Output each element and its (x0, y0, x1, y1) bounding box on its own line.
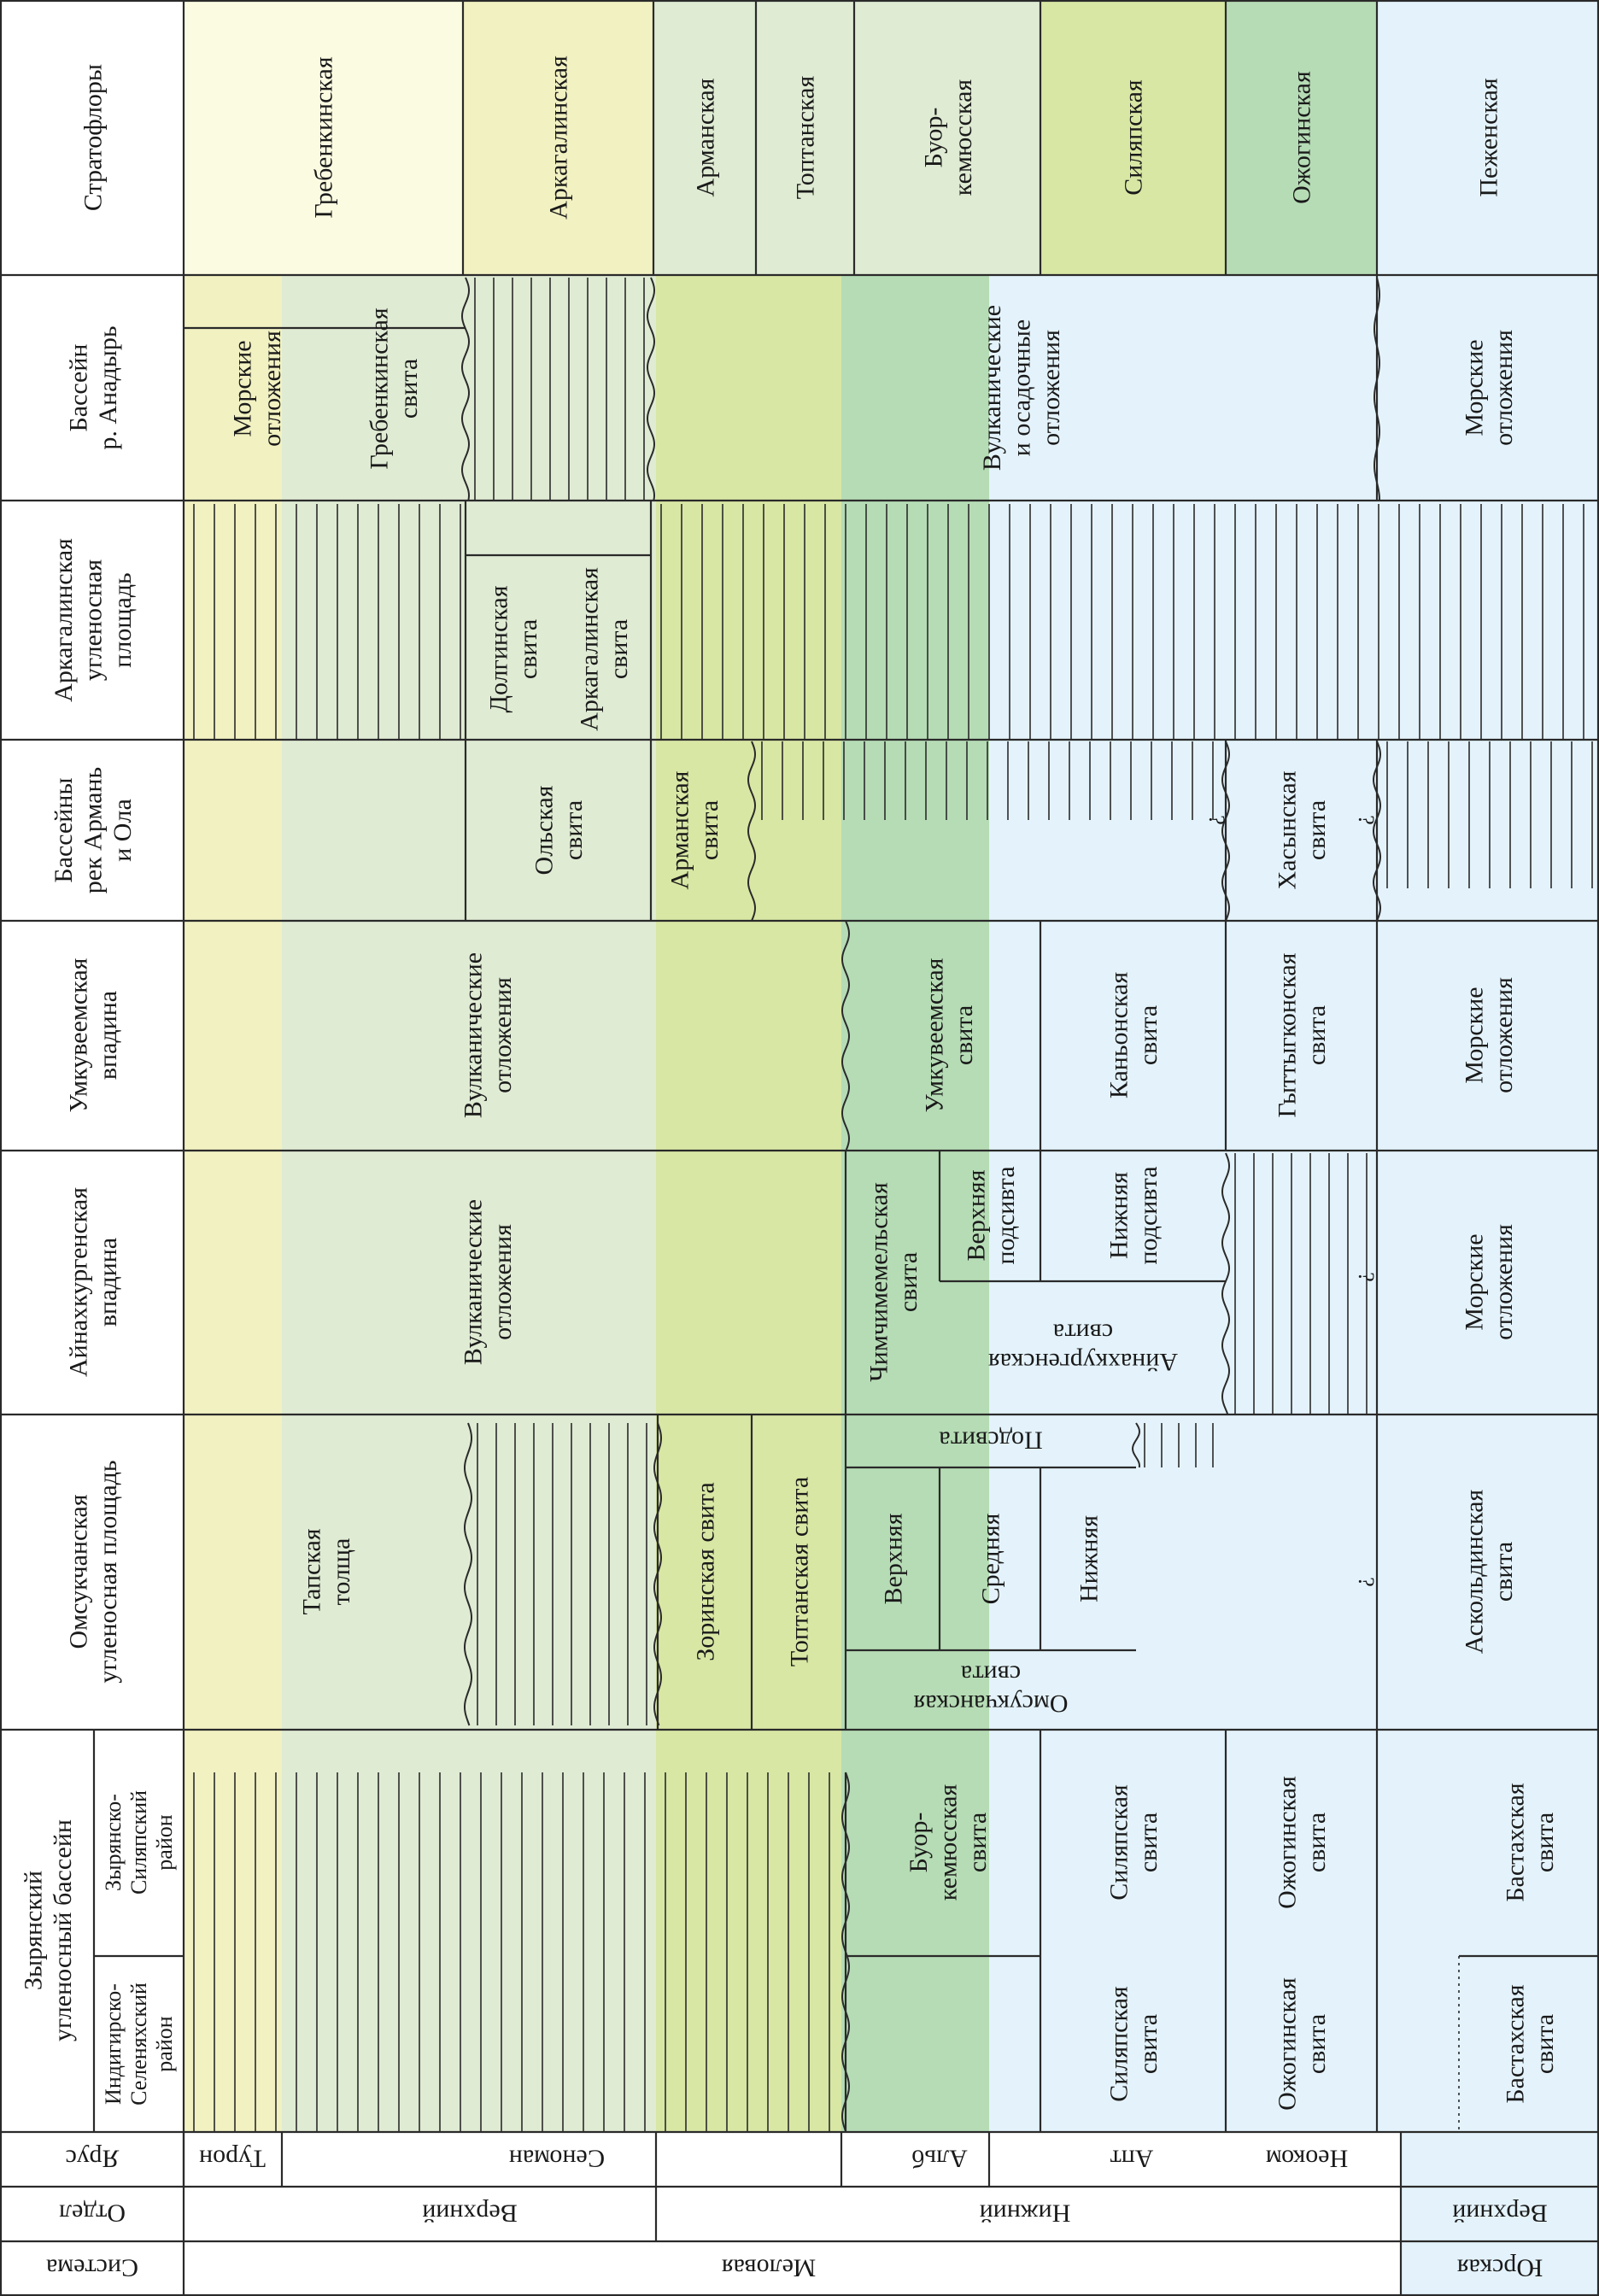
arm-ol-line: свита (559, 800, 588, 861)
strato-ozhogin-line: Ожогинская (1287, 71, 1316, 204)
otdel-title (59, 2199, 126, 2228)
strato-toptan (792, 76, 820, 200)
oms-zorin (692, 1482, 720, 1661)
system-title (46, 2254, 138, 2282)
arm-q2 (1354, 815, 1379, 825)
strato-ark-line: Аркагалинская (544, 56, 573, 220)
arm-khas-line: свита (1302, 800, 1331, 861)
oms-askold-line: свита (1489, 1541, 1518, 1602)
oms-zorin-line: Зоринская свита (691, 1482, 720, 1661)
ana-mor2-line: Морские (1460, 339, 1489, 436)
strato-title-line: Стратофлоры (79, 63, 108, 212)
umk-umku-line: свита (949, 1004, 978, 1066)
oms-podsvita (939, 1426, 1042, 1455)
ark-dolg-line: Долгинская (484, 585, 513, 713)
zyr-buor-line: Буор- (905, 1812, 933, 1873)
arm-khas-line: Хасынская (1273, 770, 1302, 890)
zyr-buor-line: свита (964, 1812, 992, 1873)
zyr-bastakh2-line: Бастахская (1501, 1783, 1530, 1902)
oms-omsuk-line: свита (960, 1660, 1022, 1689)
yarus-alb-line: Альб (911, 2144, 968, 2173)
oms-toptan (786, 1477, 814, 1666)
ayn-verkh-line: подсивта (991, 1166, 1020, 1265)
oms-nizh (1075, 1515, 1104, 1602)
system-title-line: Система (46, 2253, 138, 2282)
umk-mor-line: отложения (1489, 977, 1518, 1093)
ana-vulk-line: Вулканические (978, 304, 1006, 472)
ana-greb-line: свита (394, 358, 423, 419)
zyryan-sub1-line: Индигирско- (101, 1983, 126, 2105)
umk-kanyon-line: Каньонская (1104, 971, 1133, 1099)
strato-arman (692, 78, 720, 196)
yarus-apt-line: Апт (1110, 2144, 1154, 2173)
zyryan-sub2-line: район (152, 1814, 177, 1871)
zyryan-sub1-line: район (152, 2016, 177, 2072)
ana-vulk-line: отложения (1037, 330, 1065, 446)
strato-arman-line: Арманская (691, 78, 720, 197)
yarus-title (66, 2145, 120, 2173)
umku-title-line: впадина (93, 990, 122, 1081)
ayn-verkh (962, 1166, 1020, 1264)
oms-tap-line: Тапская (297, 1528, 326, 1615)
arman-title-line: и Ола (108, 799, 137, 862)
zyr-ozhogin1-line: свита (1302, 2013, 1331, 2075)
ayn-ayna-line: свита (1052, 1318, 1114, 1347)
strato-pezhen (1475, 78, 1503, 196)
strato-silyap (1120, 79, 1148, 196)
system-yura (1457, 2254, 1543, 2282)
anadyr-title-line: р. Анадырь (93, 325, 122, 450)
otdel-upper-line: Верхний (422, 2199, 518, 2228)
zyryan-sub1-line: Селеняхский (126, 1983, 152, 2106)
strato-buor-line: кемюсская (948, 79, 977, 196)
ark-ark-line: Аркагалинская (575, 567, 604, 731)
ayn-mor-line: Морские (1460, 1233, 1489, 1331)
arkag-title-line: угленосная (79, 559, 108, 682)
yarus-neokom-line: Неоком (1265, 2144, 1349, 2173)
oms-verkh-line: Верхняя (879, 1513, 908, 1605)
ayn-chim-line: Чимчимемельская (864, 1182, 893, 1382)
ark-ark-line: свита (604, 618, 633, 680)
ayn-chim-line: свита (893, 1251, 922, 1313)
zyr-silyap1-line: свита (1133, 2013, 1163, 2075)
oms-podsvita-line: Подсвита (939, 1426, 1043, 1455)
ayn-nizh (1104, 1166, 1163, 1264)
otdel-lower-line: Нижний (979, 2199, 1071, 2228)
oms-askold-line: Аскольдинская (1460, 1489, 1489, 1655)
zyr-ozhogin2-line: Ожогинская (1273, 1776, 1302, 1909)
oms-verkh (880, 1513, 908, 1604)
umk-umku-line: Умкувеемская (920, 958, 949, 1113)
oms-sred-line: Средняя (976, 1513, 1005, 1605)
yarus-alb (911, 2145, 968, 2173)
umk-gytt-line: Гыттыгконская (1273, 952, 1302, 1118)
ark-dolg-line: свита (513, 618, 542, 680)
strato-pezhen-line: Пеженская (1474, 78, 1503, 197)
arman-title-line: Бассейны (50, 777, 78, 883)
oms-sred (977, 1513, 1005, 1604)
arm-q2-line: ? (1353, 815, 1379, 825)
arm-arman-line: свита (694, 800, 723, 861)
oms-nizh-line: Нижняя (1075, 1514, 1104, 1603)
umk-vulk-line: Вулканические (459, 952, 488, 1119)
otdel-lower (980, 2199, 1071, 2228)
zyr-silyap1-line: Силяпская (1104, 1986, 1133, 2102)
ayn-mor-line: отложения (1489, 1224, 1518, 1340)
umk-gytt-line: свита (1302, 1004, 1331, 1066)
ana-mor1-line: отложения (257, 331, 286, 447)
zyryan-title-line: Зырянский (19, 1870, 48, 1991)
zyryan-title-line: угленосный бассейн (48, 1819, 77, 2041)
ayn-mor (1460, 1224, 1518, 1340)
otdel-title-line: Отдел (59, 2199, 126, 2228)
arm-ol-line: Ольская (530, 785, 559, 876)
umk-mor-line: Морские (1460, 987, 1489, 1084)
zyr-bastakh2-line: свита (1530, 1812, 1559, 1873)
umk-vulk-line: отложения (488, 977, 517, 1093)
system-mel (722, 2254, 817, 2282)
strato-greb-line: Гребенкинская (309, 56, 338, 219)
oms-tap-line: толща (326, 1538, 355, 1606)
strato-buor-line: Буор- (919, 107, 948, 168)
omsuk-title-line: Омсукчанская (64, 1494, 93, 1649)
yarus-senoman (509, 2145, 605, 2173)
zyr-buor-line: кемюсская (934, 1784, 963, 1901)
otdel-yura-upper (1452, 2199, 1548, 2228)
yarus-senoman-line: Сеноман (508, 2144, 606, 2173)
umku-title-line: Умкувеемская (64, 958, 93, 1113)
ayna-title-line: Айнахкургенская (64, 1186, 93, 1378)
yarus-turon-line: Турон (199, 2144, 266, 2173)
system-yura-line: Юрская (1456, 2253, 1543, 2282)
zyr-bastakh1-line: Бастахская (1501, 1984, 1530, 2104)
ayn-ayna-line: Айнахкургенская (987, 1347, 1179, 1376)
strato-ark (545, 56, 573, 220)
omsuk-title-line: угленосная площадь (93, 1460, 122, 1684)
oms-toptan-line: Топтанская свита (785, 1476, 814, 1667)
yarus-apt (1110, 2145, 1154, 2173)
system-mel-line: Меловая (721, 2253, 817, 2282)
ayn-vulk-line: Вулканические (459, 1198, 488, 1366)
arkag-title-line: Аркагалинская (50, 538, 78, 702)
umk-mor (1460, 977, 1518, 1093)
ana-mor2 (1460, 330, 1518, 446)
ayn-verkh-line: Верхняя (962, 1169, 991, 1262)
arm-q1-line: ? (1204, 815, 1229, 825)
arkag-title-line: площадь (108, 572, 137, 668)
band-apt (656, 0, 841, 2296)
oms-omsuk-line: Омсукчанская (913, 1689, 1069, 1718)
zyr-ozhogin1-line: Ожогинская (1273, 1977, 1302, 2111)
ayn-nizh-line: подсивта (1133, 1166, 1163, 1265)
ana-mor1 (228, 331, 286, 447)
ayn-nizh-line: Нижняя (1104, 1171, 1133, 1260)
umk-kanyon-line: свита (1133, 1004, 1163, 1066)
ana-vulk-line: и осадочные (1007, 319, 1036, 457)
oms-tap (297, 1528, 355, 1614)
strato-title (79, 64, 108, 211)
band-neokom (841, 0, 989, 2296)
arman-title-line: рек Армань (79, 766, 108, 894)
anadyr-title-line: Бассейн (64, 343, 93, 432)
yarus-neokom (1266, 2145, 1348, 2173)
zyr-ozhogin2-line: свита (1302, 1812, 1331, 1873)
oms-q-line: ? (1353, 1577, 1379, 1587)
strato-ozhogin (1288, 71, 1316, 204)
ana-greb-line: Гребенкинская (365, 308, 394, 470)
arm-q1 (1204, 815, 1229, 825)
strato-toptan-line: Топтанская (791, 75, 820, 200)
ayn-q (1354, 1272, 1379, 1282)
ana-mor1-line: Морские (228, 340, 257, 437)
anadyr-title (64, 325, 122, 449)
otdel-yura-upper-line: Верхний (1452, 2199, 1548, 2228)
zyryan-sub2-line: Силяпский (126, 1789, 152, 1895)
arm-arman-line: Арманская (665, 770, 694, 890)
yarus-title-line: Ярус (65, 2144, 120, 2173)
strato-silyap-line: Силяпская (1119, 79, 1148, 196)
ayn-q-line: ? (1353, 1272, 1379, 1282)
zyr-bastakh1-line: свита (1530, 2013, 1559, 2075)
oms-q (1354, 1577, 1379, 1587)
strato-greb (310, 56, 338, 218)
yarus-turon (199, 2145, 266, 2173)
zyr-silyap2-line: свита (1133, 1812, 1163, 1873)
ana-mor2-line: отложения (1489, 330, 1518, 446)
ayna-title-line: впадина (93, 1237, 122, 1327)
ayn-vulk-line: отложения (488, 1224, 517, 1340)
otdel-upper (422, 2199, 518, 2228)
zyr-silyap2-line: Силяпская (1104, 1784, 1133, 1901)
zyryan-sub2-line: Зырянско- (101, 1794, 126, 1891)
